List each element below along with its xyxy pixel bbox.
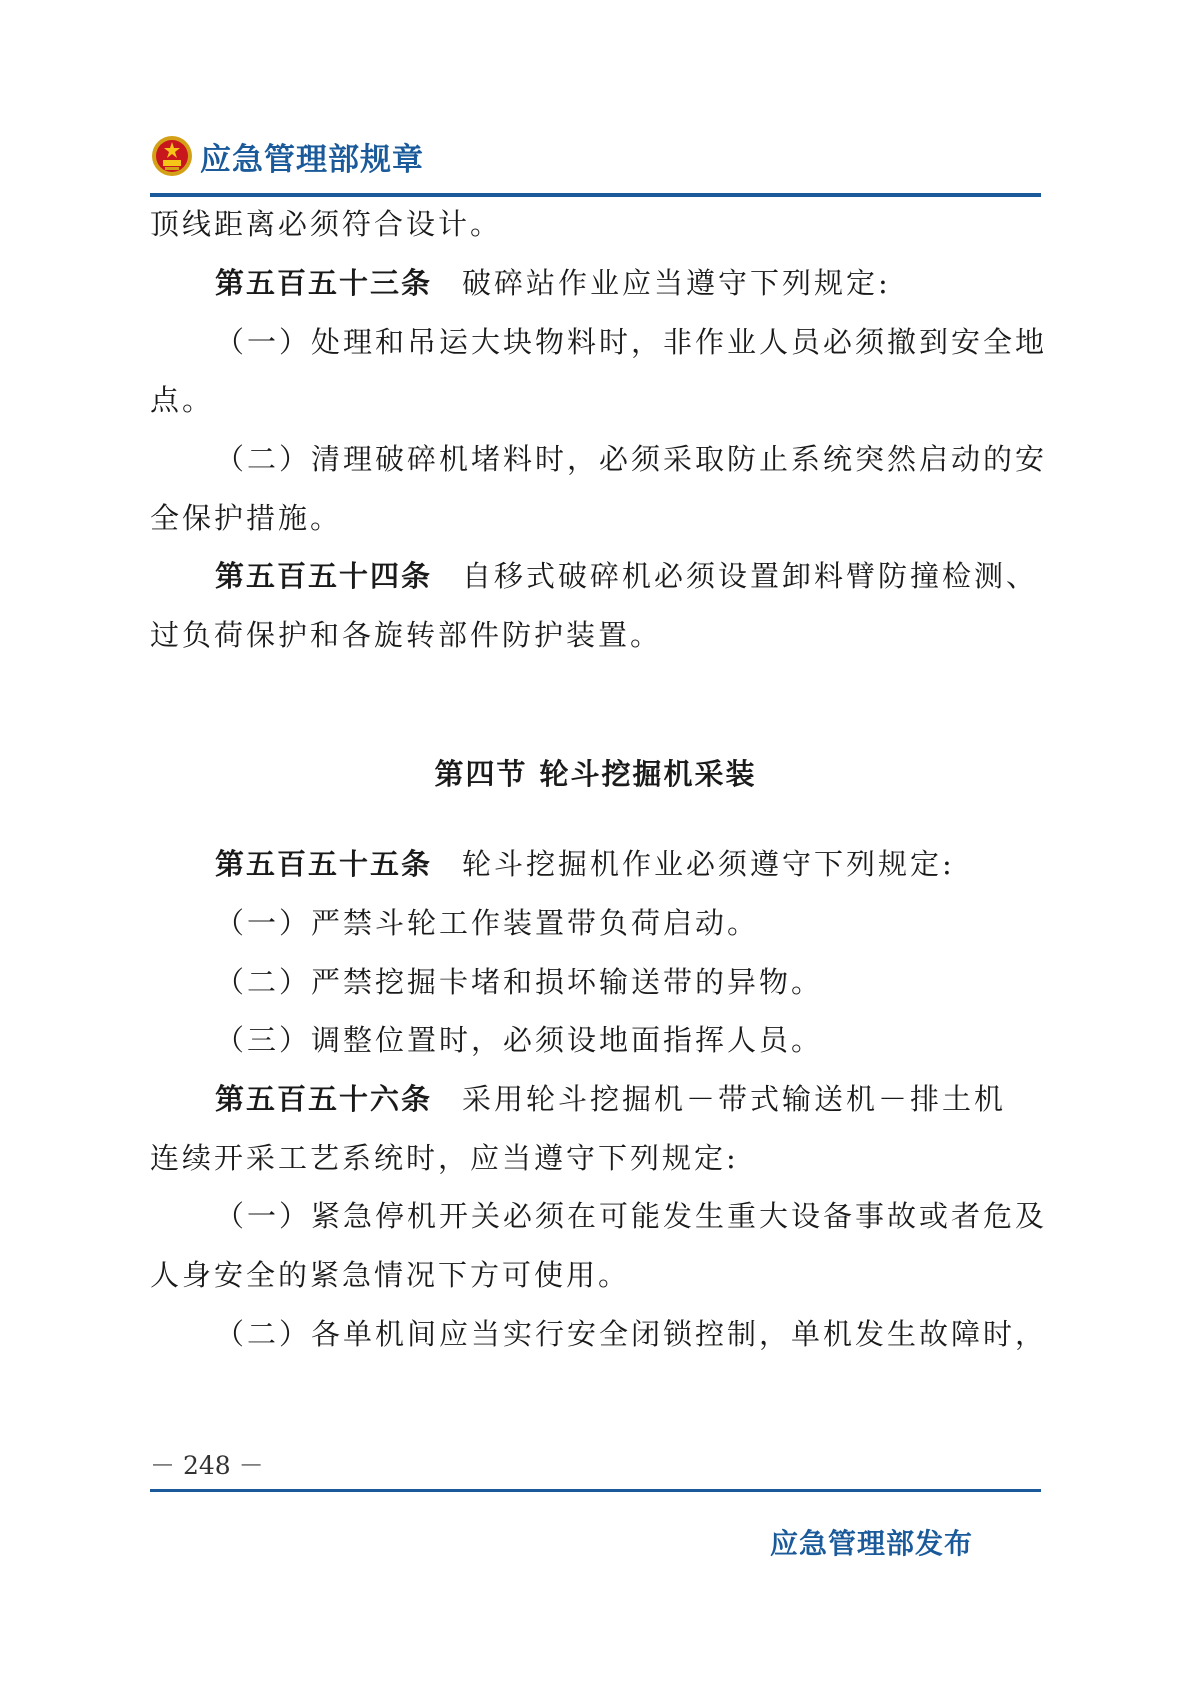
body-line: 全保护措施。 — [150, 501, 343, 535]
article-heading: 第五百五十四条 — [215, 559, 433, 593]
footer-publisher: 应急管理部发布 — [770, 1527, 974, 1560]
footer-rule — [150, 1489, 1041, 1492]
article-text: 采用轮斗挖掘机－带式输送机－排土机 — [462, 1082, 1007, 1116]
body-line: （一）严禁斗轮工作装置带负荷启动。 — [215, 906, 760, 940]
page-header — [150, 128, 424, 184]
body-line: （二）严禁挖掘卡堵和损坏输送带的异物。 — [215, 965, 824, 999]
body-line: 顶线距离必须符合设计。 — [150, 207, 503, 241]
article-text: 自移式破碎机必须设置卸料臂防撞检测、 — [462, 559, 1039, 593]
article-554 — [215, 558, 1041, 594]
body-line: 过负荷保护和各旋转部件防护装置。 — [150, 618, 663, 652]
body-line: （一）紧急停机开关必须在可能发生重大设备事故或者危及 — [215, 1199, 1048, 1233]
header-title: 应急管理部规章 — [200, 141, 424, 178]
article-555 — [215, 846, 1041, 882]
section-title: 第四节 轮斗挖掘机采装 — [434, 757, 757, 791]
body-line: 点。 — [150, 383, 215, 417]
article-553 — [215, 265, 1041, 301]
body-line: 人身安全的紧急情况下方可使用。 — [150, 1258, 631, 1292]
national-emblem-icon — [150, 134, 194, 178]
article-text: 轮斗挖掘机作业必须遵守下列规定: — [462, 847, 955, 881]
article-556 — [215, 1081, 1041, 1117]
article-heading: 第五百五十五条 — [215, 847, 433, 881]
body-line: （二）各单机间应当实行安全闭锁控制，单机发生故障时， — [215, 1317, 1048, 1351]
body-line: （三）调整位置时，必须设地面指挥人员。 — [215, 1023, 824, 1057]
article-heading: 第五百五十三条 — [215, 266, 433, 300]
page-number: － 248 － — [150, 1451, 264, 1480]
article-text: 破碎站作业应当遵守下列规定: — [462, 266, 891, 300]
header-rule — [150, 193, 1041, 197]
body-line: 连续开采工艺系统时，应当遵守下列规定: — [150, 1141, 739, 1175]
body-line: （二）清理破碎机堵料时，必须采取防止系统突然启动的安 — [215, 442, 1048, 476]
article-heading: 第五百五十六条 — [215, 1082, 433, 1116]
body-line: （一）处理和吊运大块物料时，非作业人员必须撤到安全地 — [215, 325, 1048, 359]
